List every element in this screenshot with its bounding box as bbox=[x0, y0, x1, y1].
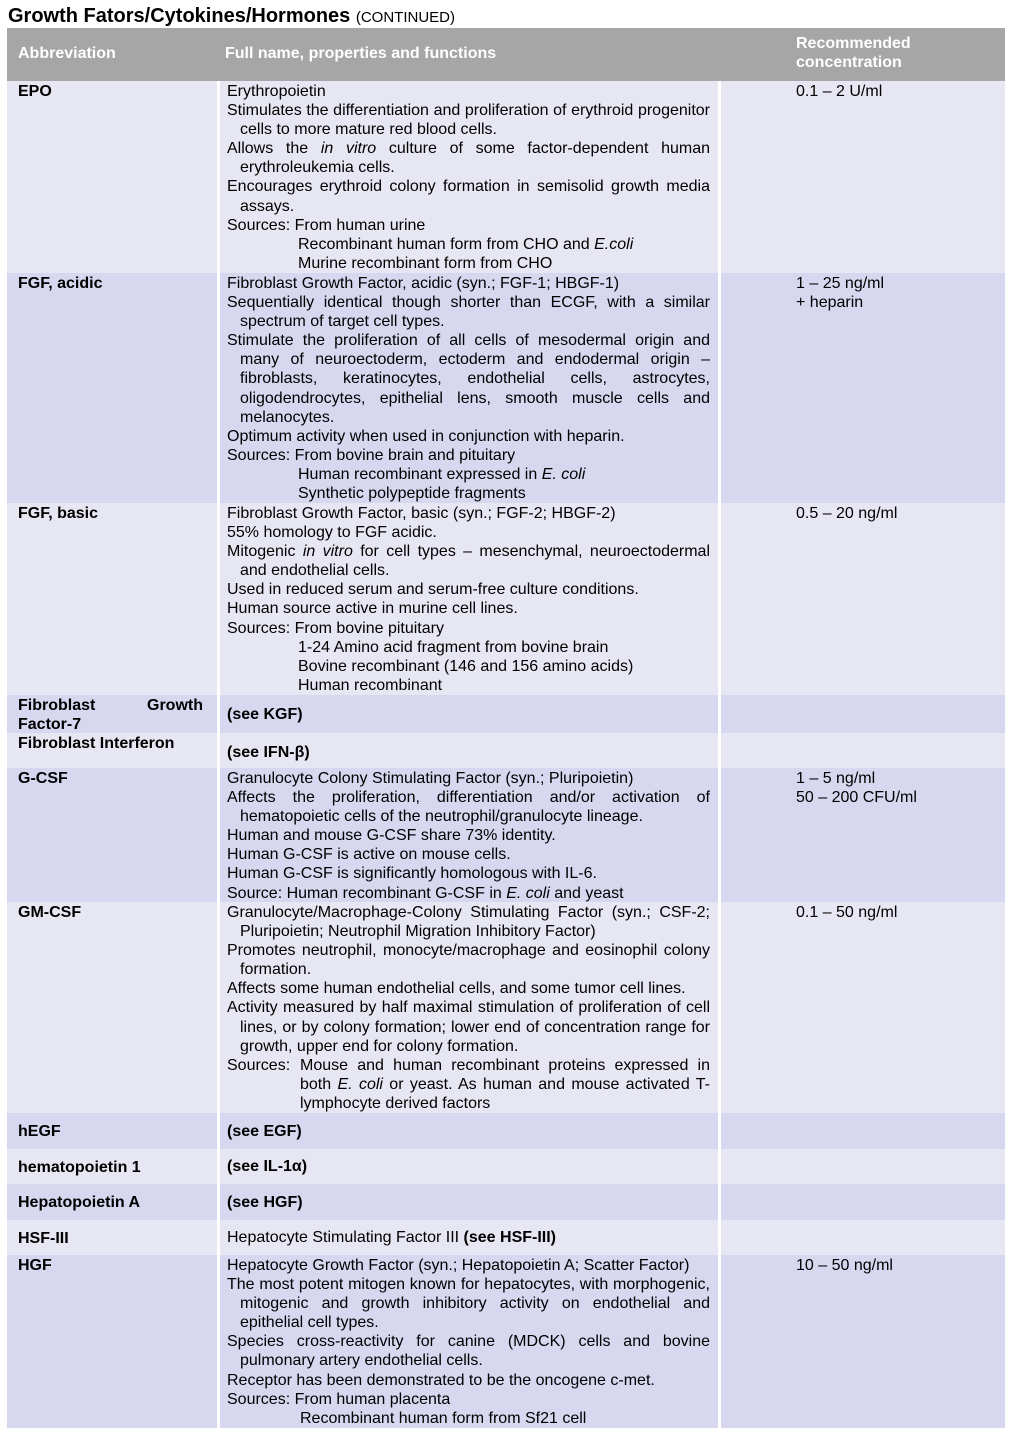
concentration-cell: 0.1 – 2 U/ml bbox=[796, 83, 883, 100]
concentration-cell bbox=[725, 733, 1005, 768]
concentration-cell bbox=[725, 1220, 1005, 1255]
table-row-hepatopoietin-a bbox=[7, 1184, 1005, 1220]
abbr-cell: FGF, acidic bbox=[18, 275, 103, 292]
reference-cell: (see HGF) bbox=[217, 1184, 721, 1220]
page-title-suffix: (CONTINUED) bbox=[355, 9, 455, 26]
concentration-cell bbox=[725, 695, 1005, 733]
abbr-cell: hEGF bbox=[18, 1123, 61, 1140]
concentration-cell: 1 – 5 ng/ml 50 – 200 CFU/ml bbox=[796, 770, 917, 806]
reference-cell: (see IFN-β) bbox=[217, 733, 721, 768]
abbr-cell: Fibroblast Growth Factor-7 bbox=[18, 697, 203, 733]
abbr-cell: HGF bbox=[18, 1257, 52, 1274]
header-abbreviation: Abbreviation bbox=[18, 45, 116, 62]
table-row-hsf-iii bbox=[7, 1220, 1005, 1255]
concentration-cell: 10 – 50 ng/ml bbox=[796, 1257, 893, 1274]
page-title bbox=[8, 5, 455, 28]
abbr-cell: GM-CSF bbox=[18, 904, 82, 921]
description-cell: Fibroblast Growth Factor, basic (syn.; FGF-2; HBGF-2) 55% homology to FGF acidic. Mitogenic in vitro for cell types – mesenchymal, neuroectodermal and endothelial cells. Used in reduced serum and serum-free culture conditions. Human source active in murine cell lines. Sources: From bovine pituitary 1-24 Amino acid fragment from bovine brain Bovine recombinant (146 and 156 amino acids) Human recombinant bbox=[217, 503, 721, 695]
description-cell: Fibroblast Growth Factor, acidic (syn.; FGF-1; HBGF-1) Sequentially identical though shorter than ECGF, with a similar spectrum of target cell types. Stimulate the proliferation of all cells of mesodermal origin and many of neuroectoderm, ectoderm and endodermal origin – fibroblasts, keratinocytes, endothelial cells, astrocytes, oligodendrocytes, epithelial lens, smooth muscle cells and melanocytes. Optimum activity when used in conjunction with heparin. Sources: From bovine brain and pituitary Human recombinant expressed in E. coli Synthetic polypeptide fragments bbox=[217, 273, 721, 503]
concentration-cell: 1 – 25 ng/ml + heparin bbox=[796, 275, 885, 311]
abbr-cell: hematopoietin 1 bbox=[18, 1158, 141, 1176]
description-cell: Erythropoietin Stimulates the differentiation and proliferation of erythroid progenitor cells to more mature red blood cells. Allows the in vitro culture of some factor-dependent human erythroleukemia cells. Encourages erythroid colony formation in semisolid growth media assays. Sources: From human urine Recombinant human form from CHO and E.coli Murine recombinant form from CHO bbox=[217, 81, 721, 273]
page-title-main: Growth Fators/Cytokines/Hormones bbox=[8, 5, 351, 27]
factors-table bbox=[7, 28, 1005, 1428]
abbr-cell: FGF, basic bbox=[18, 505, 99, 522]
description-cell: Hepatocyte Growth Factor (syn.; Hepatopoietin A; Scatter Factor) The most potent mitogen known for hepatocytes, with morphogenic, mitogenic and growth inhibitory activity on endothelial and epithelial cell types. Species cross-reactivity for canine (MDCK) cells and bovine pulmonary artery endothelial cells. Receptor has been demonstrated to be the oncogene c-met. Sources: From human placenta Recombinant human form from Sf21 cell bbox=[217, 1255, 721, 1428]
header-concentration: Recommended concentration bbox=[796, 35, 911, 71]
reference-cell: (see EGF) bbox=[217, 1113, 721, 1149]
reference-cell: (see IL-1α) bbox=[217, 1149, 721, 1184]
table-row-fgf-acidic bbox=[7, 273, 1005, 503]
abbr-cell: HSF-III bbox=[18, 1229, 69, 1247]
table-row-fgf-basic bbox=[7, 503, 1005, 695]
header-full-name: Full name, properties and functions bbox=[225, 45, 497, 62]
table-row-hgf bbox=[7, 1255, 1005, 1428]
reference-cell: (see KGF) bbox=[217, 695, 721, 733]
description-cell: Granulocyte/Macrophage-Colony Stimulating Factor (syn.; CSF-2; Pluripoietin; Neutrophil Migration Inhibitory Factor) Promotes neutrophil, monocyte/macrophage and eosinophil colony formation. Affects some human endothelial cells, and some tumor cell lines. Activity measured by half maximal stimulation of proliferation of cell lines, or by colony formation; lower end of concentration range for growth, upper end for colony formation. Sources: Mouse and human recombinant proteins expressed in both E. coli or yeast. As human and mouse activated T- lymphocyte derived factors bbox=[217, 902, 721, 1113]
reference-cell: Hepatocyte Stimulating Factor III (see HSF-III) bbox=[217, 1220, 721, 1255]
abbr-cell: Hepatopoietin A bbox=[18, 1194, 141, 1211]
table-row-fgf-7 bbox=[7, 695, 1005, 733]
concentration-cell: 0.1 – 50 ng/ml bbox=[796, 904, 898, 921]
table-row-epo bbox=[7, 81, 1005, 273]
table-row-gm-csf bbox=[7, 902, 1005, 1113]
abbr-cell: Fibroblast Interferon bbox=[18, 735, 175, 752]
abbr-cell: EPO bbox=[18, 83, 52, 100]
concentration-cell bbox=[725, 1113, 1005, 1149]
concentration-cell: 0.5 – 20 ng/ml bbox=[796, 505, 898, 522]
abbr-cell: G-CSF bbox=[18, 770, 68, 787]
table-row-hematopoietin-1 bbox=[7, 1149, 1005, 1184]
table-row-hegf bbox=[7, 1113, 1005, 1149]
concentration-cell bbox=[725, 1184, 1005, 1220]
concentration-cell bbox=[725, 1149, 1005, 1184]
description-cell: Granulocyte Colony Stimulating Factor (syn.; Pluripoietin) Affects the proliferation, differentiation and/or activation of hematopoietic cells of the neutrophil/granulocyte lineage. Human and mouse G-CSF share 73% identity. Human G-CSF is active on mouse cells. Human G-CSF is significantly homologous with IL-6. Source: Human recombinant G-CSF in E. coli and yeast bbox=[217, 768, 721, 902]
table-row-g-csf bbox=[7, 768, 1005, 902]
table-row-fibroblast-interferon bbox=[7, 733, 1005, 768]
table-header bbox=[7, 28, 1005, 81]
